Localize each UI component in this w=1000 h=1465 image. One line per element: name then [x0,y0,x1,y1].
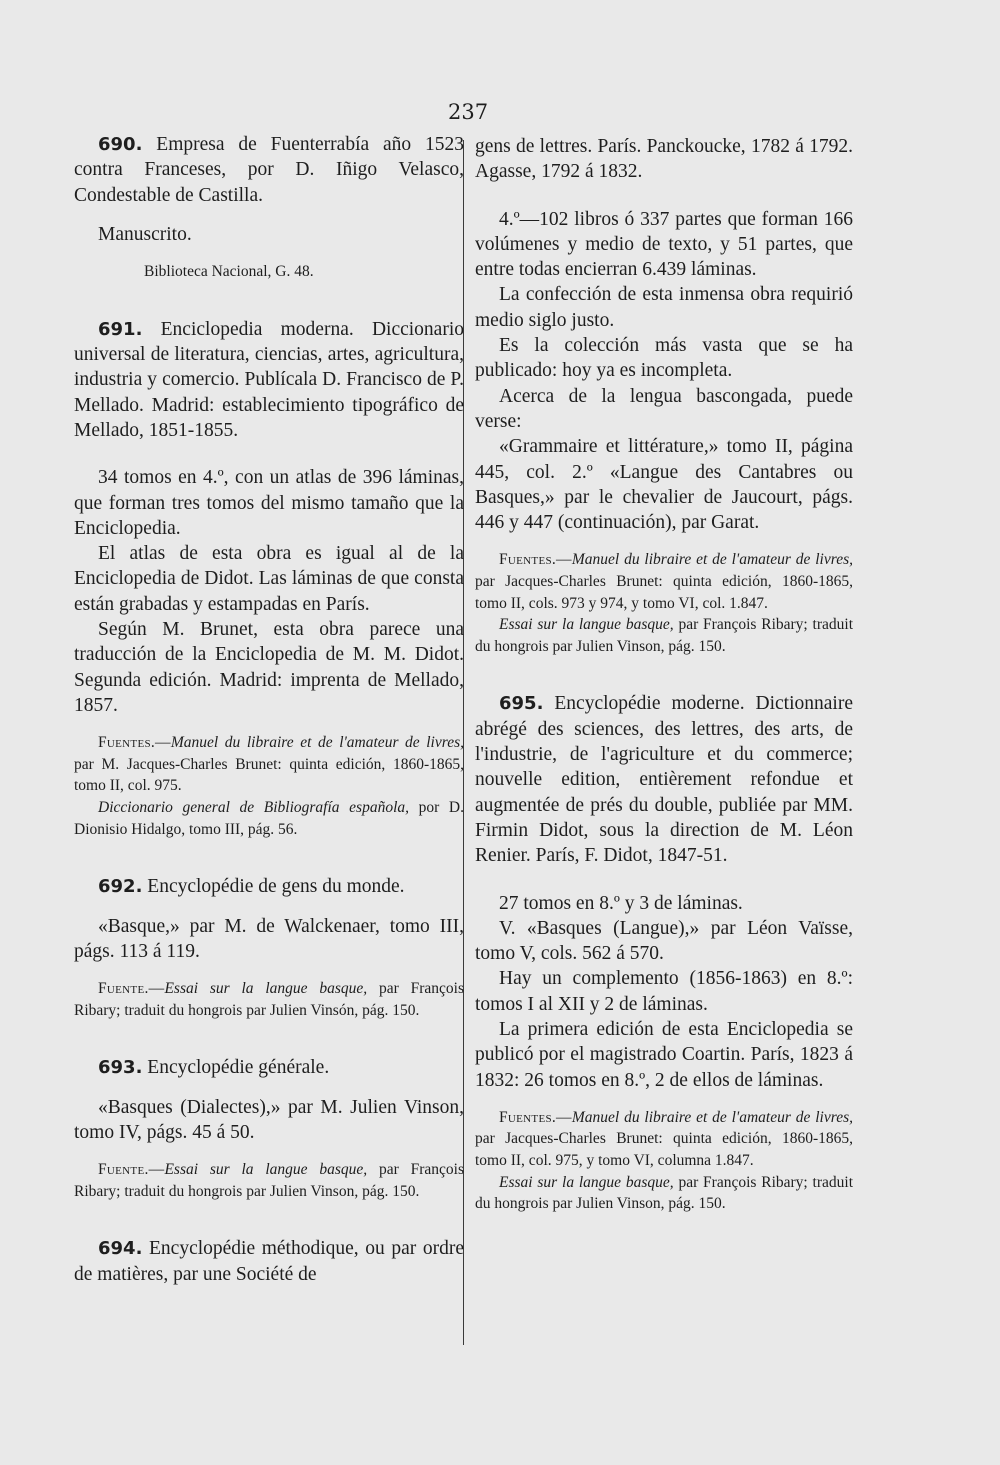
source-detail: par François Ribary; traduit du hongrois par Julien Vinson, pág. 150. [475,1173,853,1213]
source-title: Diccionario general de Bibliografía española, [98,799,410,817]
entry-title-continued: gens de lettres. París. Panckoucke, 1782 á 1792. Agasse, 1792 á 1832. [475,136,853,183]
entry-paragraph: 34 tomos en 4.º, con un atlas de 396 láminas, que forman tres tomos del mismo tamaño que la Enciclopedia. [74,467,464,539]
source-title: Essai sur la langue basque, [499,616,674,634]
entry-695 [475,691,853,1214]
left-column [74,132,464,1287]
source-title: Manuel du libraire et de l'amateur de livres, [571,1108,853,1126]
source-detail: por D. Dionisio Hidalgo, tomo III, pág. 56. [74,799,464,838]
entry-paragraph: V. «Basques (Langue),» par Léon Vaïsse, tomo V, cols. 562 á 570. [475,917,853,965]
source-title: Manuel du libraire et de l'amateur de livres, [170,734,464,752]
entry-paragraph: 27 tomos en 8.º y 3 de láminas. [499,892,743,914]
entry-694 [74,1236,464,1287]
entry-title: Encyclopédie méthodique, ou par ordre de matières, par une Société de [74,1238,464,1285]
right-column [475,134,853,1215]
entry-paragraph: Acerca de la lengua bascongada, puede verse: [475,385,853,432]
entry-heading [74,132,464,208]
page-number: 237 [448,100,489,124]
entry-sources [475,1172,853,1215]
entry-693 [74,1055,464,1202]
entry-sources [74,1159,464,1202]
entry-heading [74,1236,464,1287]
entry-heading [74,874,464,899]
source-detail: par Jacques-Charles Brunet: quinta edición, 1860-1865, tomo II, col. 975, y tomo VI, columna 1.847. [475,1130,853,1170]
source-title: Manuel du libraire et de l'amateur de livres, [571,551,853,569]
entry-heading [475,691,853,868]
entry-692 [74,874,464,1021]
source-title: Essai sur la langue basque, [164,1161,368,1179]
entry-heading [74,317,464,443]
entry-title: Encyclopédie générale. [147,1057,330,1079]
entry-694-continued [475,134,853,657]
entry-sources [74,732,464,797]
entry-title: Enciclopedia moderna. Diccionario universal de literatura, ciencias, artes, agricultura, industria y comercio. Publícala D. Francisco de P. Mellado. Madrid: establecimiento tipográfico de Mellado, 1851-1855. [74,318,464,441]
entry-title: Encyclopédie de gens du monde. [147,876,405,898]
source-title: Essai sur la langue basque, [164,980,368,998]
entry-paragraph: «Grammaire et littérature,» tomo II, página 445, col. 2.º «Langue des Cantabres ou Basques,» par le chevalier de Jaucourt, págs. 446 y 447 (continuación), par Garat. [475,436,853,534]
source-detail: par François Ribary; traduit du hongrois par Julien Vinson, pág. 150. [74,1161,465,1200]
entry-paragraph: Hay un complemento (1856-1863) en 8.º: tomos I al XII y 2 de láminas. [475,968,853,1015]
sources-lead: Fuente.— [98,1161,165,1179]
entry-paragraph: 4.º—102 libros ó 337 partes que forman 166 volúmenes y medio de texto, y 51 partes, que entre todas encierran 6.439 láminas. [475,208,853,281]
sources-lead: Fuentes.— [499,551,572,569]
entry-690 [74,132,464,283]
entry-paragraph: La primera edición de esta Enciclopedia se publicó por el magistrado Coartin. París, 1823 á 1832: 26 tomos en 8.º, 2 de ellos de láminas. [475,1018,853,1091]
entry-sources [475,1107,853,1172]
entry-description: Manuscrito. [98,223,192,245]
entry-paragraph: «Basques (Dialectes),» par M. Julien Vinson, tomo IV, págs. 45 á 50. [74,1096,464,1143]
entry-paragraph: El atlas de esta obra es igual al de la Enciclopedia de Didot. Las láminas de que consta están grabadas y estampadas en París. [74,543,464,615]
entry-number: 694. [98,1238,143,1260]
entry-paragraph: Según M. Brunet, esta obra parece una traducción de la Enciclopedia de M. M. Didot. Segunda edición. Madrid: imprenta de Mellado, 1857. [74,619,464,716]
entry-paragraph: Es la colección más vasta que se ha publicado: hoy ya es incompleta. [475,335,853,382]
entry-sources [475,614,853,657]
entry-paragraph: La confección de esta inmensa obra requirió medio siglo justo. [475,284,853,331]
entry-number: 692. [98,876,143,898]
entry-heading [74,1055,464,1080]
entry-number: 691. [98,318,143,340]
entry-sources [475,549,853,614]
entry-location: Biblioteca Nacional, G. 48. [144,263,314,281]
sources-lead: Fuentes.— [98,734,171,752]
entry-title: Empresa de Fuenterrabía año 1523 contra Franceses, por D. Iñigo Velasco, Condestable de Castilla. [74,134,465,206]
entry-title: Encyclopédie moderne. Dictionnaire abrégé des sciences, des lettres, des arts, de l'industrie, de l'agriculture et du commerce; nouvelle edition, entièrement refondue et augmentée de prés du double, publiée par MM. Firmin Didot, sous la direction de M. Léon Renier. París, F. Didot, 1847-51. [475,693,853,867]
entry-691 [74,317,464,840]
source-title: Essai sur la langue basque, [499,1173,674,1191]
source-detail: par M. Jacques-Charles Brunet: quinta edición, 1860-1865, tomo II, col. 975. [74,755,464,795]
source-detail: par François Ribary; traduit du hongrois par Julien Vinsón, pág. 150. [74,980,465,1019]
entry-sources [74,797,464,840]
sources-lead: Fuentes.— [499,1108,572,1126]
entry-sources [74,978,464,1021]
entry-number: 695. [499,693,544,715]
entry-number: 693. [98,1057,143,1079]
source-detail: par François Ribary; traduit du hongrois par Julien Vinson, pág. 150. [475,616,853,655]
entry-number: 690. [98,134,143,155]
entry-paragraph: «Basque,» par M. de Walckenaer, tomo III, págs. 113 á 119. [74,915,464,962]
sources-lead: Fuente.— [98,980,165,998]
source-detail: par Jacques-Charles Brunet: quinta edición, 1860-1865, tomo II, cols. 973 y 974, y tomo VI, col. 1.847. [475,573,853,612]
